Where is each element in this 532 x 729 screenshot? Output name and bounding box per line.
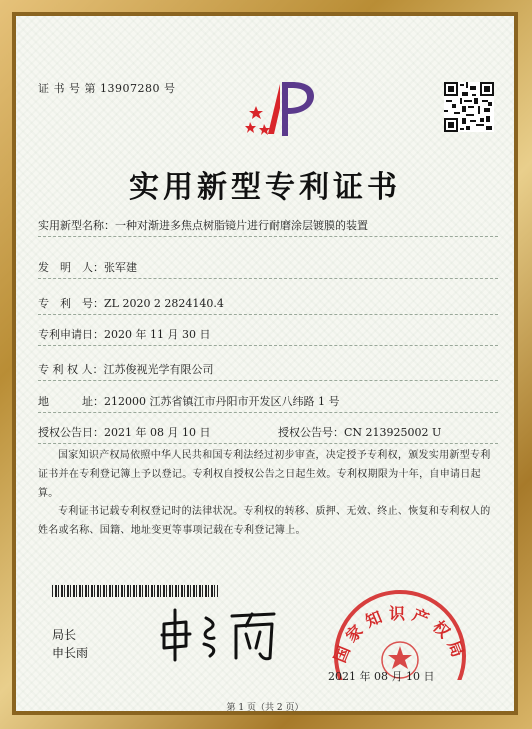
field-value: 江苏俊视光学有限公司: [103, 363, 214, 376]
field-grant-date: [38, 424, 210, 440]
cnipa-logo-icon: [242, 78, 322, 146]
divider: [38, 443, 498, 444]
divider: [38, 412, 498, 413]
certificate-number: 证 书 号 第 13907280 号: [38, 82, 176, 95]
field-value: 2020 年 11 月 30 日: [104, 328, 211, 341]
field-label: 授权公告号：: [278, 426, 344, 439]
field-label: 发 明 人：: [38, 261, 104, 274]
field-label: 专 利 权 人：: [38, 363, 104, 376]
field-inventor: [38, 259, 137, 275]
divider: [38, 278, 498, 279]
certificate-title: 实用新型专利证书: [129, 170, 401, 205]
seal-date: 2021 年 08 月 10 日: [328, 670, 435, 683]
field-label: 地 址：: [38, 395, 104, 408]
grant-statement-paragraph: 国家知识产权局依照中华人民共和国专利法经过初步审查，决定授予专利权，颁发实用新型专利证书并在专利登记簿上予以登记。专利权自授权公告之日起生效。专利权期限为十年，自申请日起算。: [38, 450, 491, 499]
field-value: ZL 2020 2 2824140.4: [104, 297, 224, 310]
field-grant-number: [278, 424, 441, 440]
divider: [38, 314, 498, 315]
field-label: 专利申请日：: [38, 328, 104, 341]
signatory-title: 局长: [52, 628, 77, 642]
divider: [38, 380, 498, 381]
field-patentee: [38, 361, 214, 377]
field-utility-model-name: [38, 217, 368, 233]
field-address: [38, 393, 339, 409]
legal-status-paragraph: 专利证书记载专利权登记时的法律状况。专利权的转移、质押、无效、终止、恢复和专利权人的姓名或名称、国籍、地址变更等事项记载在专利登记簿上。: [38, 506, 491, 536]
divider: [38, 236, 498, 237]
field-application-date: [38, 326, 210, 342]
page-number: 第 1 页（共 2 页）: [226, 703, 304, 713]
signatory-name: 申长雨: [52, 646, 89, 660]
handwritten-signature-icon: [156, 604, 286, 664]
official-seal-icon: [324, 576, 476, 680]
field-patent-number: [38, 295, 224, 311]
barcode-icon: [52, 585, 218, 597]
divider: [38, 345, 498, 346]
field-value: 2021 年 08 月 10 日: [104, 426, 211, 439]
seal-text: 国家知识产权局: [330, 603, 470, 666]
field-value: 张军建: [104, 261, 137, 274]
field-label: 实用新型名称：: [38, 219, 115, 232]
field-value: CN 213925002 U: [344, 426, 442, 439]
field-label: 授权公告日：: [38, 426, 104, 439]
field-label: 专 利 号：: [38, 297, 104, 310]
certificate-paper: [16, 16, 514, 711]
field-value: 一种对渐进多焦点树脂镜片进行耐磨涂层镀膜的装置: [115, 219, 368, 232]
field-value: 212000 江苏省镇江市丹阳市开发区八纬路 1 号: [104, 395, 340, 408]
qr-code-icon: [444, 82, 494, 132]
